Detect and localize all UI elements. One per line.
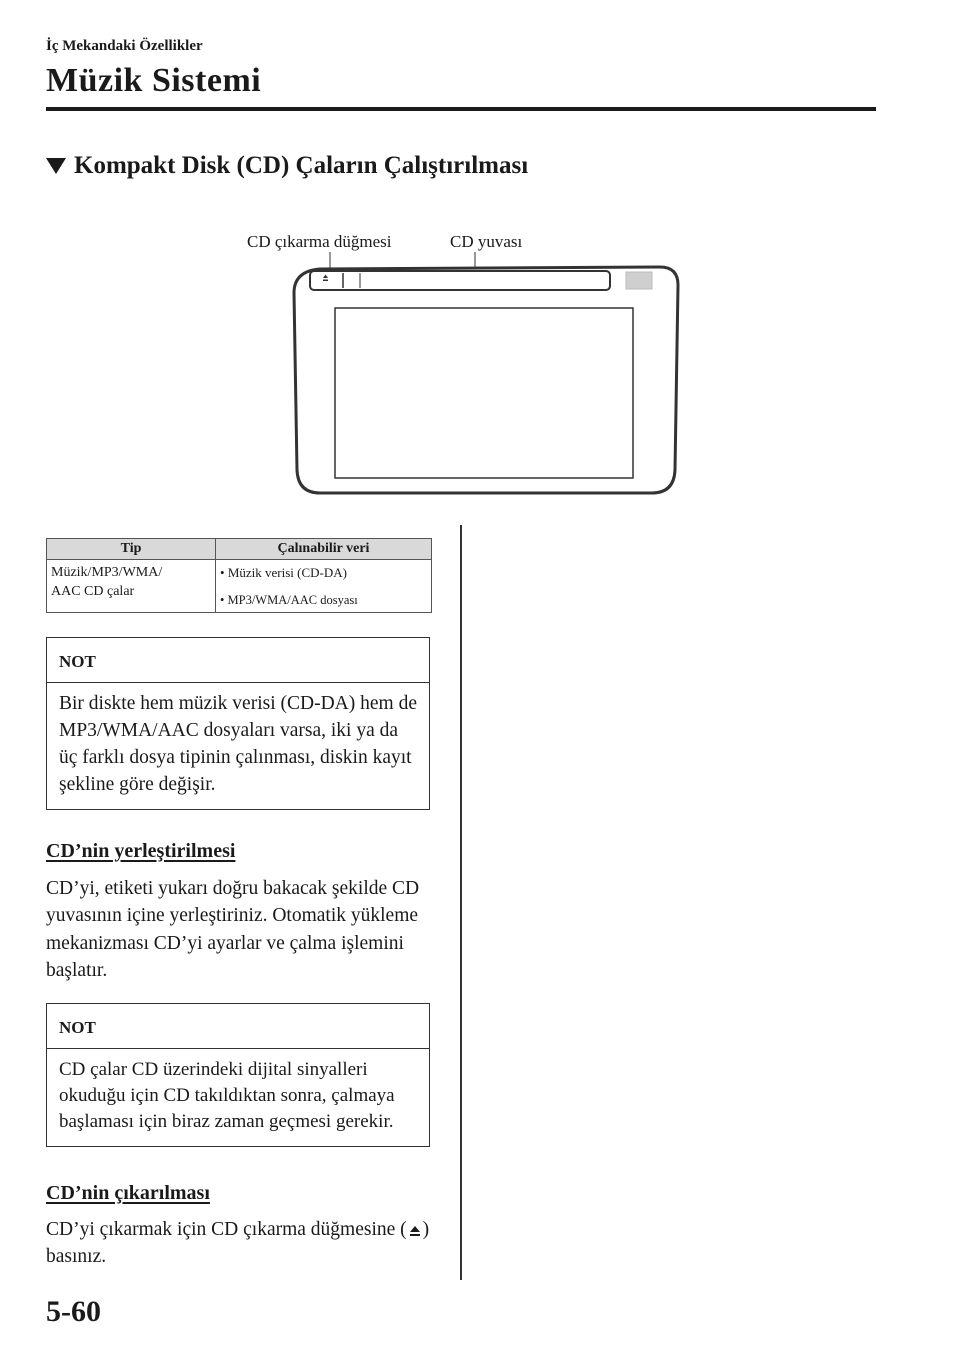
breadcrumb: İç Mekandaki Özellikler [46,38,203,54]
table-cell-type: Müzik/MP3/WMA/ AAC CD çalar [47,560,216,613]
bullet-icon: • [220,565,228,580]
table-cell-data: • Müzik verisi (CD-DA) • MP3/WMA/AAC dosyası [216,560,432,613]
column-divider [460,525,462,1280]
table-row [47,560,432,613]
eject-body: CD’yi çıkarmak için CD çıkarma düğmesine ( ) basınız. [46,1219,430,1268]
insert-body: CD’yi, etiketi yukarı doğru bakacak şekilde CD yuvasının içine yerleştiriniz. Otomatik yükleme mekanizması CD’yi ayarlar ve çalma işlemini başlatır. [46,878,420,981]
title-divider [46,107,876,111]
cd-slot [310,271,610,290]
note-body: CD çalar CD üzerindeki dijital sinyalleri okuduğu için CD takıldıktan sonra, çalmaya başlaması için biraz zaman geçmesi gerekir. [59,1059,395,1133]
bullet-icon: • [220,592,228,607]
device-screen [335,308,633,478]
eject-button-label: CD çıkarma düğmesi [247,232,392,251]
section-heading [46,152,528,180]
triangle-down-icon [46,158,66,174]
device-button [626,272,652,289]
note-box [46,637,430,810]
note-heading: NOT [47,1004,429,1049]
note-body: Bir diskte hem müzik verisi (CD-DA) hem de MP3/WMA/AAC dosyaları varsa, iki ya da üç farklı dosya tipinin çalınması, diskin kayıt şekline göre değişir. [59,693,417,795]
section-heading-text: Kompakt Disk (CD) Çaların Çalıştırılması [74,152,529,179]
table-header-row [47,539,432,560]
note-heading: NOT [47,638,429,683]
page-number: 5-60 [46,1295,101,1328]
playable-data-table [46,538,432,613]
page-title: Müzik Sistemi [46,62,262,99]
note-box [46,1003,430,1147]
eject-heading: CD’nin çıkarılması [46,1182,210,1204]
eject-icon [409,1225,421,1237]
table-header-data: Çalınabilir veri [216,539,432,560]
table-header-type: Tip [47,539,216,560]
insert-heading: CD’nin yerleştirilmesi [46,840,236,862]
cd-slot-label: CD yuvası [450,232,523,251]
cd-player-illustration [290,225,685,500]
